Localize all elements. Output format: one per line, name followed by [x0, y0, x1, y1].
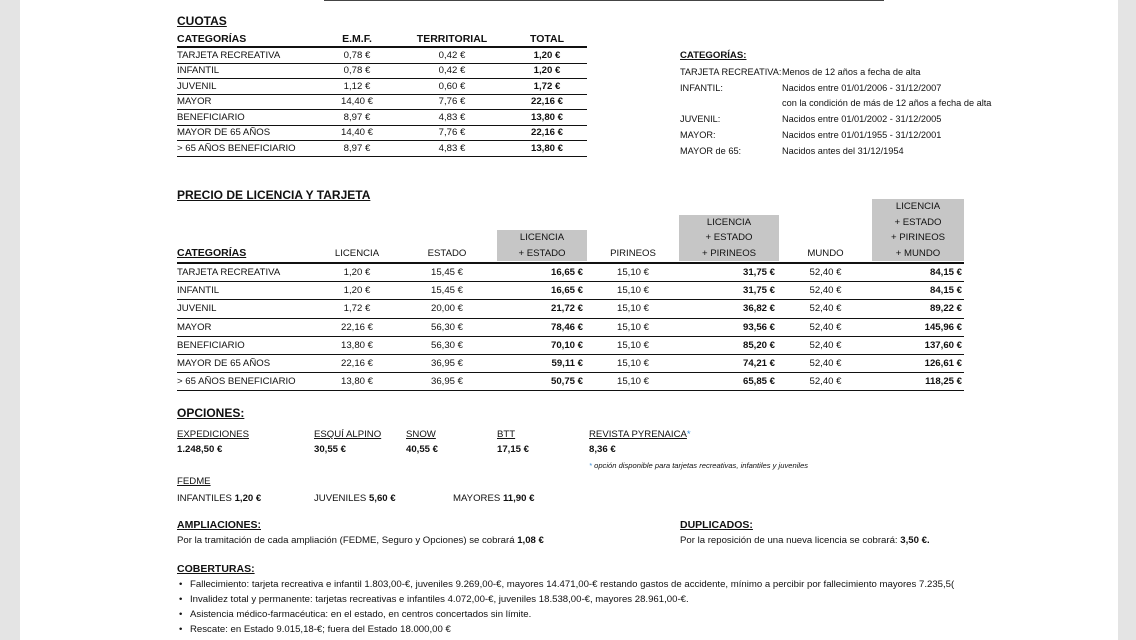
table-cell: 0,42 €	[438, 65, 466, 77]
precio-header-licencia-estado-pirineos	[679, 215, 779, 262]
categoria-desc: con la condición de más de 12 años a fecha de alta	[782, 98, 992, 109]
table-cell: 85,20 €	[742, 339, 775, 351]
table-cell: 1,20 €	[343, 285, 371, 297]
table-row	[177, 110, 587, 126]
table-cell: TARJETA RECREATIVA	[177, 49, 281, 61]
opcion-expediciones	[177, 429, 249, 455]
cuotas-table	[177, 32, 587, 157]
opcion-esqui-alpino	[314, 429, 381, 455]
cuotas-header-cell: E.M.F.	[342, 33, 372, 45]
categoria-line	[680, 111, 991, 127]
table-cell: 0,42 €	[438, 49, 466, 61]
table-cell: 22,16 €	[530, 96, 563, 108]
table-cell: 22,16 €	[340, 321, 373, 333]
categoria-line	[680, 80, 991, 96]
coberturas-item: • Rescate: en Estado 9.015,18-€; fuera del Estado 18.000,00 €	[177, 622, 1077, 637]
viewer-margin-right	[1118, 0, 1136, 640]
table-cell: 15,10 €	[616, 358, 649, 370]
table-cell: 1,72 €	[533, 80, 561, 92]
table-row	[177, 355, 964, 373]
table-cell: JUVENIL	[177, 303, 217, 315]
categoria-label: MAYOR:	[680, 130, 716, 141]
table-row	[177, 126, 587, 142]
opcion-name: BTT	[497, 429, 516, 440]
table-cell: 8,97 €	[343, 142, 371, 154]
cuotas-header	[177, 32, 587, 48]
header-line: LICENCIA	[706, 216, 752, 228]
table-row	[177, 373, 964, 391]
table-cell: 74,21 €	[742, 358, 775, 370]
opcion-name: EXPEDICIONES	[177, 429, 249, 440]
coberturas-list	[177, 577, 1077, 637]
ampliaciones-text: Por la tramitación de cada ampliación (FEDME, Seguro y Opciones) se cobrará	[177, 535, 515, 546]
table-cell: 59,11 €	[551, 358, 583, 370]
table-cell: 78,46 €	[550, 321, 583, 333]
table-cell: 13,80 €	[340, 376, 373, 388]
table-cell: 22,16 €	[340, 358, 373, 370]
table-cell: BENEFICIARIO	[177, 339, 245, 351]
table-row	[177, 300, 964, 318]
table-cell: 16,65 €	[550, 285, 583, 297]
ampliaciones-title: AMPLIACIONES:	[177, 519, 261, 531]
table-cell: 52,40 €	[809, 285, 842, 297]
table-cell: 52,40 €	[809, 303, 842, 315]
table-cell: 15,45 €	[430, 267, 463, 279]
table-cell: 13,80 €	[530, 111, 563, 123]
opcion-note	[589, 461, 808, 470]
table-cell: 7,76 €	[438, 96, 466, 108]
table-cell: 8,97 €	[343, 111, 371, 123]
table-cell: 15,45 €	[430, 285, 463, 297]
categoria-line	[680, 64, 991, 80]
coberturas-block	[177, 563, 1077, 637]
table-cell: 0,78 €	[343, 49, 371, 61]
table-cell: 50,75 €	[550, 376, 583, 388]
header-line: LICENCIA	[519, 232, 565, 243]
table-cell: 4,83 €	[438, 111, 466, 123]
table-cell: 4,83 €	[438, 142, 466, 154]
categoria-line	[680, 127, 991, 143]
duplicados-title: DUPLICADOS:	[680, 519, 753, 531]
coberturas-title: COBERTURAS:	[177, 563, 255, 575]
precio-title: PRECIO DE LICENCIA Y TARJETA	[177, 188, 371, 202]
cuotas-header-cell: CATEGORÍAS	[177, 33, 247, 45]
opcion-price: 8,36 €	[589, 444, 616, 455]
table-cell: 52,40 €	[809, 339, 842, 351]
opcion-name: SNOW	[406, 429, 436, 440]
opcion-price: 17,15 €	[497, 444, 530, 455]
precio-header-licencia: LICENCIA	[334, 247, 380, 259]
categoria-desc: Nacidos entre 01/01/1955 - 31/12/2001	[782, 130, 942, 141]
table-cell: 1,20 €	[533, 65, 561, 77]
table-cell: JUVENIL	[177, 80, 217, 92]
table-cell: > 65 AÑOS BENEFICIARIO	[177, 376, 296, 388]
table-cell: 56,30 €	[430, 339, 463, 351]
table-row	[177, 337, 964, 355]
precio-header-mundo: MUNDO	[807, 247, 844, 259]
table-cell: > 65 AÑOS BENEFICIARIO	[177, 142, 296, 154]
asterisk-icon: *	[589, 461, 592, 470]
opciones-title: OPCIONES:	[177, 406, 245, 420]
coberturas-item: • Fallecimiento: tarjeta recreativa e infantil 1.803,00-€, juveniles 9.269,00-€, mayores 14.471,00-€ restando gastos de accidente, mínimo a percibir por fallecimiento mayores 7.235,5(	[177, 577, 1077, 592]
table-cell: 36,95 €	[430, 358, 463, 370]
asterisk-icon: *	[686, 429, 691, 440]
table-cell: MAYOR DE 65 AÑOS	[177, 358, 271, 370]
table-cell: TARJETA RECREATIVA	[177, 267, 281, 279]
table-cell: 0,78 €	[343, 65, 371, 77]
table-cell: 15,10 €	[616, 339, 649, 351]
table-cell: 36,82 €	[742, 303, 775, 315]
header-line: + ESTADO	[894, 216, 942, 228]
table-row	[177, 64, 587, 80]
viewer-margin-left	[0, 0, 20, 640]
categoria-line	[680, 96, 991, 112]
fedme-label: JUVENILES	[314, 493, 367, 504]
table-cell: 84,15 €	[929, 285, 962, 297]
table-cell: MAYOR DE 65 AÑOS	[177, 127, 271, 139]
opcion-price: 40,55 €	[406, 444, 439, 455]
table-cell: 20,00 €	[430, 303, 463, 315]
opcion-name: ESQUÍ ALPINO	[314, 429, 382, 440]
table-cell: 16,65 €	[550, 267, 583, 279]
table-cell: 93,56 €	[742, 321, 775, 333]
precio-header	[177, 202, 964, 264]
table-cell: BENEFICIARIO	[177, 111, 245, 123]
ampliaciones-price: 1,08 €	[517, 535, 544, 546]
precio-header-pirineos: PIRINEOS	[610, 247, 656, 259]
table-cell: 52,40 €	[809, 376, 842, 388]
table-cell: 137,60 €	[924, 339, 962, 351]
coberturas-item: • Invalidez total y permanente: tarjetas recreativas e infantiles 4.072,00-€, juveniles 18.538,00-€, mayores 28.961,00-€.	[177, 592, 1077, 607]
fedme-price: 5,60 €	[368, 493, 396, 504]
table-row	[177, 319, 964, 337]
table-cell: 52,40 €	[809, 321, 842, 333]
fedme-infantiles	[177, 493, 261, 504]
table-cell: 36,95 €	[430, 376, 463, 388]
opcion-btt	[497, 429, 529, 455]
precio-header-estado: ESTADO	[427, 247, 467, 259]
categoria-desc: Nacidos antes del 31/12/1954	[782, 145, 904, 156]
table-cell: 1,12 €	[343, 80, 371, 92]
categoria-label: JUVENIL:	[680, 114, 721, 125]
header-line: + PIRINEOS	[890, 232, 946, 243]
fedme-title: FEDME	[177, 476, 211, 487]
table-cell: 15,10 €	[616, 321, 649, 333]
table-cell: 1,20 €	[343, 267, 371, 279]
table-cell: 89,22 €	[929, 303, 962, 315]
table-cell: MAYOR	[177, 96, 212, 108]
opcion-price: 1.248,50 €	[177, 444, 223, 455]
opcion-snow	[406, 429, 438, 455]
categoria-desc: Nacidos entre 01/01/2002 - 31/12/2005	[782, 114, 942, 125]
fedme-title-wrap	[177, 476, 211, 487]
table-cell: 22,16 €	[530, 127, 563, 139]
table-cell: 1,20 €	[533, 49, 561, 61]
categoria-label: TARJETA RECREATIVA:	[680, 66, 782, 77]
document-page	[20, 0, 1118, 640]
table-row	[177, 79, 587, 95]
precio-header-licencia-estado	[497, 230, 587, 261]
fedme-price: 1,20 €	[234, 493, 262, 504]
fedme-label: INFANTILES	[177, 493, 232, 504]
cuotas-title: CUOTAS	[177, 14, 227, 28]
note-text: opción disponible para tarjetas recreativas, infantiles y juveniles	[594, 461, 809, 470]
fedme-juveniles	[314, 493, 396, 504]
precio-header-categorias: CATEGORÍAS	[177, 246, 247, 259]
categoria-desc: Menos de 12 años a fecha de alta	[782, 66, 921, 77]
table-row	[177, 48, 587, 64]
table-cell: 14,40 €	[340, 96, 373, 108]
fedme-mayores	[453, 493, 534, 504]
table-cell: INFANTIL	[177, 285, 220, 297]
table-cell: 52,40 €	[809, 358, 842, 370]
table-cell: 21,72 €	[550, 303, 583, 315]
duplicados-block	[680, 519, 930, 546]
table-cell: 118,25 €	[925, 376, 962, 388]
top-rule	[324, 0, 884, 1]
table-cell: 15,10 €	[616, 376, 649, 388]
table-row	[177, 282, 964, 300]
categoria-line	[680, 143, 991, 159]
precio-header-licencia-estado-pirineos-mundo	[872, 199, 964, 261]
table-row	[177, 264, 964, 282]
categorias-info-title: CATEGORÍAS:	[680, 50, 747, 61]
header-line: + ESTADO	[705, 232, 753, 243]
table-cell: 56,30 €	[430, 321, 463, 333]
table-cell: 145,96 €	[924, 321, 962, 333]
categoria-label: INFANTIL:	[680, 82, 723, 93]
table-cell: 13,80 €	[530, 142, 563, 154]
table-cell: 13,80 €	[340, 339, 373, 351]
fedme-price: 11,90 €	[502, 493, 535, 504]
header-line: + ESTADO	[518, 247, 566, 259]
coberturas-item: • Asistencia médico-farmacéutica: en el estado, en centros concertados sin límite.	[177, 607, 1077, 622]
table-cell: 14,40 €	[340, 127, 373, 139]
table-cell: 0,60 €	[438, 80, 466, 92]
precio-table	[177, 202, 964, 391]
opcion-name: REVISTA PYRENAICA	[589, 429, 687, 440]
table-cell: 126,61 €	[924, 358, 962, 370]
table-cell: MAYOR	[177, 321, 212, 333]
table-cell: 31,75 €	[742, 267, 775, 279]
table-cell: 84,15 €	[929, 267, 962, 279]
table-cell: 1,72 €	[343, 303, 371, 315]
duplicados-price: 3,50 €.	[900, 535, 930, 546]
opcion-revista-pyrenaica	[589, 429, 691, 455]
table-cell: 65,85 €	[742, 376, 775, 388]
table-cell: INFANTIL	[177, 65, 220, 77]
cuotas-header-cell: TERRITORIAL	[416, 33, 488, 45]
categorias-info	[680, 50, 991, 159]
categoria-desc: Nacidos entre 01/01/2006 - 31/12/2007	[782, 82, 942, 93]
table-cell: 7,76 €	[438, 127, 466, 139]
table-cell: 52,40 €	[809, 267, 842, 279]
table-cell: 31,75 €	[742, 285, 775, 297]
fedme-label: MAYORES	[453, 493, 501, 504]
table-cell: 15,10 €	[616, 285, 649, 297]
header-line: + PIRINEOS	[701, 247, 757, 259]
table-cell: 15,10 €	[616, 267, 649, 279]
ampliaciones-block	[177, 519, 544, 546]
duplicados-text: Por la reposición de una nueva licencia se cobrará:	[680, 535, 898, 546]
categoria-label: MAYOR de 65:	[680, 145, 742, 156]
table-row	[177, 95, 587, 111]
header-line: LICENCIA	[895, 201, 941, 212]
header-line: + MUNDO	[895, 247, 941, 259]
table-row	[177, 141, 587, 157]
cuotas-header-cell: TOTAL	[529, 33, 565, 45]
table-cell: 70,10 €	[550, 339, 583, 351]
opcion-price: 30,55 €	[314, 444, 347, 455]
table-cell: 15,10 €	[616, 303, 649, 315]
